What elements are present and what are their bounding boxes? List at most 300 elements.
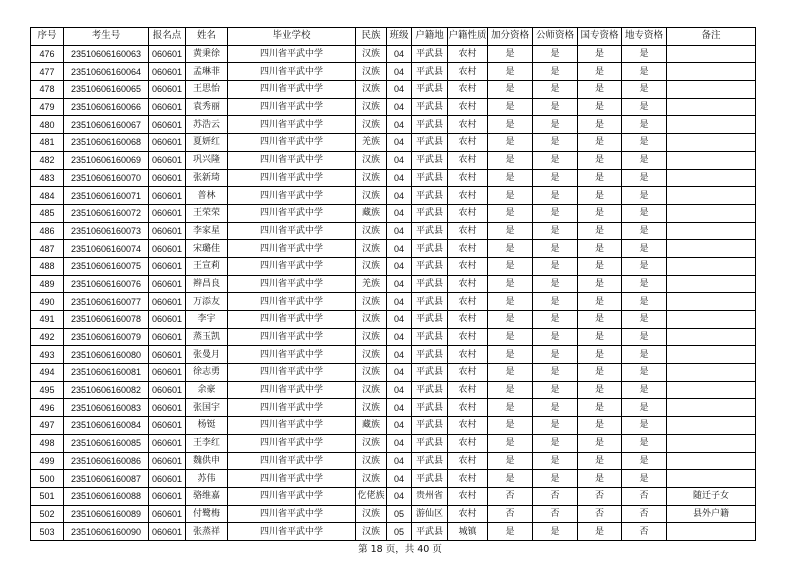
col-header-hukou-loc: 户籍地 [412,28,448,46]
cell-local: 是 [622,222,667,240]
table-row [31,240,756,258]
cell-remark [667,240,756,258]
table-row [31,381,756,399]
cell-exam-no: 23510606160069 [64,151,149,169]
cell-site: 060601 [149,311,186,329]
cell-bonus: 是 [488,63,533,81]
cell-national: 是 [578,63,622,81]
cell-name: 李家星 [186,222,228,240]
cell-exam-no: 23510606160087 [64,470,149,488]
cell-site: 060601 [149,470,186,488]
table-row [31,417,756,435]
cell-normal: 是 [533,81,578,99]
cell-name: 夏妍红 [186,134,228,152]
cell-normal: 否 [533,487,578,505]
cell-hukou-type: 农村 [448,187,488,205]
cell-name: 徐志勇 [186,364,228,382]
cell-remark: 县外户籍 [667,505,756,523]
cell-hukou-type: 农村 [448,151,488,169]
cell-name: 王荣荣 [186,204,228,222]
cell-site: 060601 [149,523,186,541]
cell-name: 杨铤 [186,417,228,435]
cell-remark [667,63,756,81]
cell-ethnic: 汉族 [356,311,387,329]
table-row [31,45,756,63]
cell-national: 是 [578,222,622,240]
col-header-hukou-type: 户籍性质 [448,28,488,46]
cell-national: 是 [578,187,622,205]
cell-bonus: 是 [488,151,533,169]
cell-name: 苏伟 [186,470,228,488]
cell-local: 是 [622,417,667,435]
col-header-school: 毕业学校 [228,28,356,46]
col-header-remark: 备注 [667,28,756,46]
cell-local: 是 [622,204,667,222]
table-row [31,452,756,470]
cell-bonus: 是 [488,399,533,417]
cell-bonus: 是 [488,470,533,488]
table-row [31,222,756,240]
cell-seq: 491 [31,311,64,329]
col-header-normal: 公师资格 [533,28,578,46]
cell-hukou-type: 农村 [448,417,488,435]
cell-bonus: 是 [488,45,533,63]
cell-hukou-type: 农村 [448,63,488,81]
cell-hukou-type: 农村 [448,134,488,152]
cell-school: 四川省平武中学 [228,45,356,63]
cell-national: 是 [578,346,622,364]
cell-seq: 496 [31,399,64,417]
table-row [31,328,756,346]
cell-ethnic: 藏族 [356,204,387,222]
cell-normal: 是 [533,169,578,187]
cell-class: 04 [387,134,412,152]
cell-hukou-loc: 平武县 [412,434,448,452]
cell-national: 是 [578,151,622,169]
cell-exam-no: 23510606160088 [64,487,149,505]
cell-hukou-loc: 平武县 [412,293,448,311]
cell-hukou-type: 农村 [448,275,488,293]
cell-national: 是 [578,328,622,346]
cell-bonus: 是 [488,452,533,470]
cell-hukou-type: 农村 [448,116,488,134]
cell-normal: 是 [533,434,578,452]
cell-hukou-loc: 平武县 [412,364,448,382]
cell-site: 060601 [149,222,186,240]
cell-hukou-loc: 平武县 [412,45,448,63]
cell-hukou-type: 农村 [448,169,488,187]
table-row [31,470,756,488]
cell-normal: 是 [533,328,578,346]
cell-site: 060601 [149,328,186,346]
cell-school: 四川省平武中学 [228,204,356,222]
cell-name: 付鹭梅 [186,505,228,523]
cell-national: 是 [578,434,622,452]
cell-class: 04 [387,328,412,346]
table-row [31,523,756,541]
cell-exam-no: 23510606160078 [64,311,149,329]
cell-exam-no: 23510606160072 [64,204,149,222]
cell-local: 是 [622,134,667,152]
col-header-national: 国专资格 [578,28,622,46]
cell-school: 四川省平武中学 [228,346,356,364]
cell-hukou-type: 农村 [448,240,488,258]
cell-name: 王思怡 [186,81,228,99]
cell-school: 四川省平武中学 [228,98,356,116]
cell-remark [667,346,756,364]
cell-normal: 是 [533,364,578,382]
cell-exam-no: 23510606160080 [64,346,149,364]
cell-bonus: 是 [488,240,533,258]
cell-exam-no: 23510606160066 [64,98,149,116]
cell-class: 04 [387,151,412,169]
cell-hukou-loc: 平武县 [412,311,448,329]
cell-local: 是 [622,364,667,382]
table-row [31,311,756,329]
cell-site: 060601 [149,505,186,523]
cell-normal: 是 [533,452,578,470]
cell-site: 060601 [149,187,186,205]
col-header-class: 班级 [387,28,412,46]
cell-seq: 488 [31,257,64,275]
cell-site: 060601 [149,275,186,293]
cell-school: 四川省平武中学 [228,311,356,329]
cell-name: 李宇 [186,311,228,329]
col-header-exam-no: 考生号 [64,28,149,46]
cell-hukou-loc: 平武县 [412,240,448,258]
cell-national: 是 [578,204,622,222]
cell-remark [667,81,756,99]
cell-national: 是 [578,257,622,275]
cell-ethnic: 汉族 [356,169,387,187]
cell-name: 骆维嘉 [186,487,228,505]
cell-remark [667,452,756,470]
cell-class: 04 [387,240,412,258]
cell-hukou-type: 农村 [448,257,488,275]
cell-school: 四川省平武中学 [228,275,356,293]
cell-hukou-loc: 平武县 [412,523,448,541]
cell-class: 04 [387,381,412,399]
table-row [31,151,756,169]
cell-national: 否 [578,487,622,505]
table-row [31,257,756,275]
table-row [31,98,756,116]
cell-ethnic: 仡佬族 [356,487,387,505]
cell-name: 张曼月 [186,346,228,364]
cell-name: 孟琳菲 [186,63,228,81]
cell-national: 是 [578,116,622,134]
cell-ethnic: 汉族 [356,328,387,346]
cell-ethnic: 汉族 [356,257,387,275]
cell-local: 是 [622,45,667,63]
cell-class: 04 [387,45,412,63]
cell-seq: 485 [31,204,64,222]
cell-school: 四川省平武中学 [228,151,356,169]
cell-hukou-type: 农村 [448,328,488,346]
cell-exam-no: 23510606160084 [64,417,149,435]
cell-school: 四川省平武中学 [228,417,356,435]
cell-seq: 481 [31,134,64,152]
cell-school: 四川省平武中学 [228,257,356,275]
cell-name: 张蒸祥 [186,523,228,541]
cell-normal: 是 [533,116,578,134]
cell-national: 是 [578,293,622,311]
cell-seq: 478 [31,81,64,99]
table-body [31,45,756,540]
table-row [31,169,756,187]
cell-ethnic: 汉族 [356,470,387,488]
cell-exam-no: 23510606160086 [64,452,149,470]
cell-bonus: 是 [488,116,533,134]
cell-class: 05 [387,505,412,523]
cell-normal: 是 [533,187,578,205]
cell-local: 是 [622,275,667,293]
cell-hukou-loc: 平武县 [412,151,448,169]
cell-class: 04 [387,257,412,275]
cell-ethnic: 汉族 [356,381,387,399]
cell-hukou-loc: 贵州省 [412,487,448,505]
cell-name: 余豪 [186,381,228,399]
cell-normal: 是 [533,151,578,169]
cell-hukou-type: 农村 [448,81,488,99]
cell-normal: 否 [533,505,578,523]
cell-seq: 480 [31,116,64,134]
cell-exam-no: 23510606160071 [64,187,149,205]
cell-name: 张国宇 [186,399,228,417]
cell-name: 普林 [186,187,228,205]
cell-name: 魏供申 [186,452,228,470]
table-row [31,275,756,293]
cell-national: 是 [578,169,622,187]
cell-exam-no: 23510606160075 [64,257,149,275]
cell-normal: 是 [533,63,578,81]
cell-normal: 是 [533,134,578,152]
cell-remark [667,470,756,488]
cell-site: 060601 [149,257,186,275]
cell-ethnic: 汉族 [356,523,387,541]
cell-hukou-loc: 平武县 [412,116,448,134]
cell-normal: 是 [533,399,578,417]
cell-national: 是 [578,381,622,399]
cell-name: 黄秉徐 [186,45,228,63]
cell-hukou-loc: 平武县 [412,417,448,435]
cell-normal: 是 [533,257,578,275]
cell-local: 是 [622,470,667,488]
cell-exam-no: 23510606160089 [64,505,149,523]
cell-national: 是 [578,98,622,116]
cell-national: 是 [578,452,622,470]
cell-school: 四川省平武中学 [228,63,356,81]
cell-bonus: 否 [488,487,533,505]
cell-remark [667,293,756,311]
cell-ethnic: 汉族 [356,45,387,63]
cell-name: 蒸玉凯 [186,328,228,346]
cell-hukou-loc: 平武县 [412,470,448,488]
cell-class: 04 [387,487,412,505]
cell-normal: 是 [533,293,578,311]
cell-bonus: 是 [488,311,533,329]
cell-site: 060601 [149,204,186,222]
cell-ethnic: 汉族 [356,240,387,258]
cell-school: 四川省平武中学 [228,381,356,399]
cell-normal: 是 [533,470,578,488]
cell-national: 是 [578,417,622,435]
cell-name: 辫昌良 [186,275,228,293]
cell-remark [667,98,756,116]
cell-remark [667,434,756,452]
cell-seq: 489 [31,275,64,293]
table-row [31,293,756,311]
cell-hukou-type: 农村 [448,293,488,311]
cell-class: 04 [387,364,412,382]
cell-school: 四川省平武中学 [228,452,356,470]
cell-exam-no: 23510606160081 [64,364,149,382]
cell-site: 060601 [149,293,186,311]
cell-normal: 是 [533,240,578,258]
cell-hukou-loc: 平武县 [412,81,448,99]
cell-ethnic: 汉族 [356,293,387,311]
cell-seq: 490 [31,293,64,311]
cell-site: 060601 [149,346,186,364]
cell-exam-no: 23510606160085 [64,434,149,452]
cell-site: 060601 [149,98,186,116]
cell-seq: 487 [31,240,64,258]
cell-local: 是 [622,399,667,417]
cell-national: 否 [578,505,622,523]
cell-class: 04 [387,293,412,311]
cell-local: 是 [622,452,667,470]
cell-hukou-loc: 平武县 [412,452,448,470]
cell-local: 是 [622,381,667,399]
cell-site: 060601 [149,417,186,435]
cell-school: 四川省平武中学 [228,169,356,187]
cell-site: 060601 [149,116,186,134]
cell-ethnic: 汉族 [356,434,387,452]
cell-school: 四川省平武中学 [228,293,356,311]
cell-national: 是 [578,134,622,152]
cell-remark [667,134,756,152]
cell-ethnic: 汉族 [356,505,387,523]
cell-site: 060601 [149,169,186,187]
cell-bonus: 是 [488,81,533,99]
cell-exam-no: 23510606160065 [64,81,149,99]
table-row [31,399,756,417]
cell-ethnic: 汉族 [356,346,387,364]
cell-hukou-type: 农村 [448,470,488,488]
cell-hukou-loc: 平武县 [412,257,448,275]
cell-site: 060601 [149,81,186,99]
cell-seq: 502 [31,505,64,523]
cell-hukou-loc: 平武县 [412,134,448,152]
cell-national: 是 [578,364,622,382]
table-row [31,81,756,99]
cell-exam-no: 23510606160079 [64,328,149,346]
cell-normal: 是 [533,417,578,435]
cell-class: 04 [387,346,412,364]
table-row [31,346,756,364]
cell-exam-no: 23510606160082 [64,381,149,399]
table-row [31,434,756,452]
cell-class: 04 [387,399,412,417]
cell-remark [667,364,756,382]
cell-ethnic: 汉族 [356,151,387,169]
cell-class: 04 [387,204,412,222]
table-row [31,134,756,152]
cell-site: 060601 [149,381,186,399]
cell-local: 是 [622,98,667,116]
cell-school: 四川省平武中学 [228,328,356,346]
cell-remark [667,311,756,329]
cell-school: 四川省平武中学 [228,81,356,99]
table-row [31,364,756,382]
cell-seq: 498 [31,434,64,452]
cell-school: 四川省平武中学 [228,222,356,240]
cell-class: 04 [387,222,412,240]
cell-normal: 是 [533,204,578,222]
cell-bonus: 是 [488,293,533,311]
cell-remark [667,381,756,399]
cell-school: 四川省平武中学 [228,523,356,541]
cell-ethnic: 汉族 [356,63,387,81]
cell-normal: 是 [533,222,578,240]
student-table [30,27,756,541]
cell-name: 苏浩云 [186,116,228,134]
cell-national: 是 [578,470,622,488]
cell-remark [667,204,756,222]
cell-seq: 499 [31,452,64,470]
cell-remark [667,45,756,63]
cell-name: 王李红 [186,434,228,452]
cell-hukou-type: 农村 [448,98,488,116]
cell-ethnic: 汉族 [356,116,387,134]
cell-name: 巩兴隆 [186,151,228,169]
cell-class: 04 [387,81,412,99]
cell-seq: 500 [31,470,64,488]
cell-site: 060601 [149,434,186,452]
header-row [31,28,756,46]
cell-seq: 492 [31,328,64,346]
cell-school: 四川省平武中学 [228,116,356,134]
cell-bonus: 是 [488,204,533,222]
table-row [31,204,756,222]
cell-bonus: 是 [488,134,533,152]
cell-hukou-loc: 平武县 [412,275,448,293]
cell-class: 04 [387,98,412,116]
cell-exam-no: 23510606160063 [64,45,149,63]
cell-normal: 是 [533,523,578,541]
cell-local: 是 [622,293,667,311]
cell-local: 否 [622,523,667,541]
cell-hukou-loc: 平武县 [412,222,448,240]
cell-bonus: 是 [488,364,533,382]
cell-local: 是 [622,116,667,134]
cell-bonus: 是 [488,346,533,364]
cell-site: 060601 [149,364,186,382]
cell-class: 04 [387,63,412,81]
cell-bonus: 是 [488,381,533,399]
col-header-ethnic: 民族 [356,28,387,46]
cell-hukou-type: 农村 [448,381,488,399]
cell-local: 是 [622,63,667,81]
cell-local: 是 [622,81,667,99]
cell-name: 袁秀丽 [186,98,228,116]
cell-normal: 是 [533,98,578,116]
cell-ethnic: 羌族 [356,134,387,152]
cell-school: 四川省平武中学 [228,470,356,488]
cell-exam-no: 23510606160073 [64,222,149,240]
cell-site: 060601 [149,399,186,417]
cell-remark [667,257,756,275]
